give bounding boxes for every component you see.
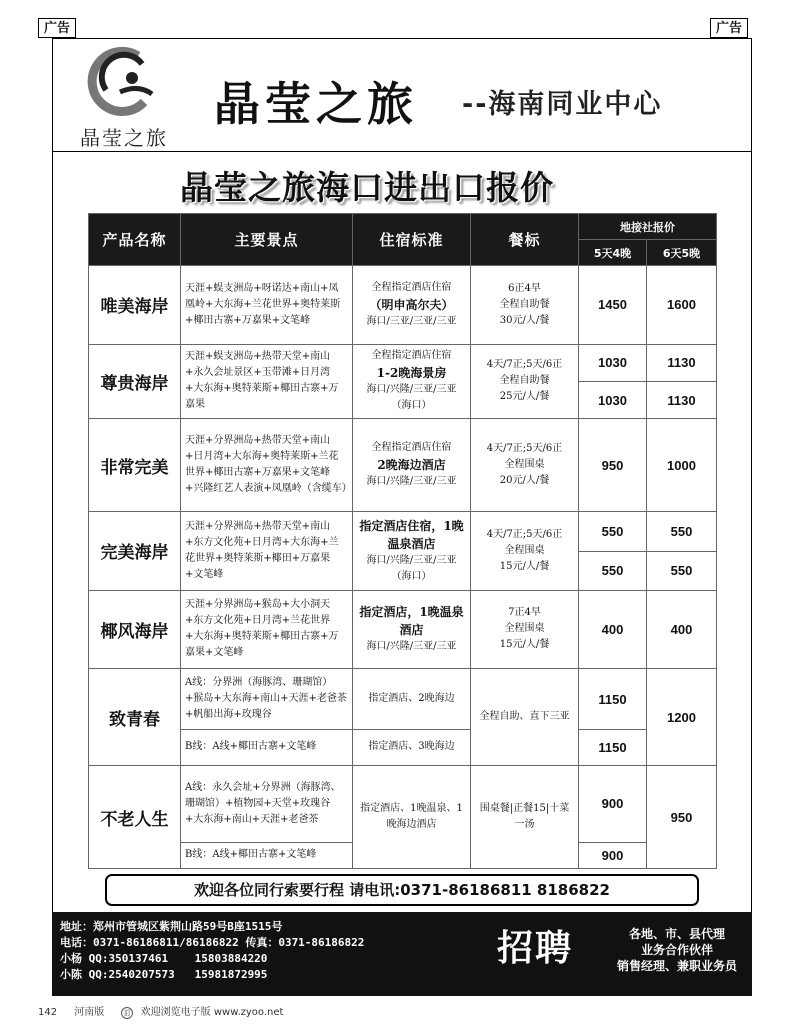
price-5d4n: 1030 — [579, 381, 647, 418]
lodging-line: 全程指定酒店住宿 — [371, 350, 452, 362]
lodging-standard: 指定酒店、3晚海边 — [353, 729, 471, 765]
price-6d5n: 1000 — [647, 419, 717, 512]
price-table — [88, 213, 717, 869]
lodging-line: 海口/兴隆/三亚/三亚（海口） — [366, 554, 457, 582]
lodging-line: 指定酒店住宿，1晚温泉酒店 — [359, 518, 464, 551]
brand-header — [52, 38, 752, 152]
lodging-line: 海口/兴隆/三亚/三亚 — [366, 641, 457, 653]
table-row — [89, 266, 717, 345]
meal-line: 20元/人/餐 — [499, 475, 550, 487]
recruit-line: 各地、市、县代理 — [628, 927, 725, 941]
header-spots: 主要景点 — [181, 214, 353, 266]
header-meal: 餐标 — [471, 214, 579, 266]
ad-label-left: 广告 — [38, 18, 76, 38]
header-5d4n: 5天4晚 — [579, 240, 647, 266]
header-lodging: 住宿标准 — [353, 214, 471, 266]
meal-line: 30元/人/餐 — [499, 314, 550, 326]
lodging-standard: 指定酒店、1晚温泉、1晚海边酒店 — [353, 766, 471, 869]
contact-banner: 欢迎各位同行索要行程 请电讯:0371-86186811 8186822 — [105, 874, 699, 906]
meal-standard — [471, 419, 579, 512]
lodging-standard: 指定酒店、2晚海边 — [353, 669, 471, 730]
lodging-line: 指定酒店，1晚温泉酒店 — [359, 605, 464, 638]
qq-contact: 小杨 QQ:350137461 15803884220 — [60, 952, 268, 965]
product-name: 椰风海岸 — [89, 590, 181, 669]
product-name: 尊贵海岸 — [89, 344, 181, 419]
price-5d4n: 1150 — [579, 669, 647, 730]
price-6d5n: 950 — [647, 766, 717, 869]
recruit-line: 业务合作伙伴 — [640, 943, 713, 957]
recruit-positions — [602, 926, 752, 974]
price-6d5n: 550 — [647, 552, 717, 590]
table-row — [89, 590, 717, 669]
page-footer — [38, 1003, 297, 1019]
brand-subtitle: --海南同业中心 — [462, 89, 663, 120]
scenic-spots: 天涯+分界洲岛+猴岛+大小洞天+东方文化苑+日月湾+兰花世界+大东海+奥特莱斯+椰田古寨+万嘉果+文笔峰 — [181, 590, 353, 669]
meal-line: 全程自助餐 — [499, 375, 550, 387]
scenic-spots: 天涯+蜈支洲岛+呀诺达+南山+凤凰岭+大东海+兰花世界+奥特莱斯+椰田古寨+万嘉果+文笔峰 — [181, 266, 353, 345]
ad-label-right: 广告 — [710, 18, 748, 38]
contact-block — [60, 919, 364, 983]
header-price: 地接社报价 — [579, 214, 717, 240]
price-6d5n: 1600 — [647, 266, 717, 345]
edition-label: 河南版 — [74, 1007, 105, 1018]
meal-line: 全程围桌 — [504, 459, 545, 471]
product-name: 非常完美 — [89, 419, 181, 512]
lodging-line: 海口/兴隆/三亚/三亚 — [366, 476, 457, 488]
recruit-title: 招聘 — [497, 928, 574, 969]
table-row — [89, 512, 717, 552]
price-5d4n: 550 — [579, 552, 647, 590]
brand-name: 晶莹之旅 — [214, 77, 418, 131]
meal-line: 4天/7正;5天/6正 — [486, 528, 563, 540]
price-5d4n: 900 — [579, 766, 647, 843]
scenic-spots-b: B线：A线+椰田古寨+文笔峰 — [181, 729, 353, 765]
meal-line: 25元/人/餐 — [499, 391, 550, 403]
footer-bar — [52, 912, 752, 996]
table-row — [89, 669, 717, 730]
meal-line: 15元/人/餐 — [499, 639, 550, 651]
table-row — [89, 419, 717, 512]
footer-note: 欢迎浏览电子版 www.zyoo.net — [140, 1007, 284, 1018]
lodging-line: 全程指定酒店住宿 — [371, 281, 452, 293]
price-6d5n: 550 — [647, 512, 717, 552]
price-6d5n: 1200 — [647, 669, 717, 766]
scenic-spots: 天涯+分界洲岛+热带天堂+南山+日月湾+大东海+奥特莱斯+兰花世界+椰田古寨+万嘉果+文笔峰+兴隆红艺人表演+凤凰岭（含缆车） — [181, 419, 353, 512]
lodging-standard — [353, 419, 471, 512]
meal-line: 6正4早 — [508, 282, 541, 294]
lodging-standard — [353, 590, 471, 669]
header-product: 产品名称 — [89, 214, 181, 266]
product-name: 致青春 — [89, 669, 181, 766]
price-6d5n: 1130 — [647, 344, 717, 381]
lodging-standard — [353, 344, 471, 419]
scenic-spots-a: A线：分界洲（海豚湾、珊瑚馆）+猴岛+大东海+南山+天涯+老爸茶+帆船出海+玫瑰谷 — [181, 669, 353, 730]
brand-logo — [64, 44, 184, 148]
price-5d4n: 1030 — [579, 344, 647, 381]
meal-standard — [471, 266, 579, 345]
price-5d4n: 900 — [579, 842, 647, 868]
table-row — [89, 344, 717, 381]
scenic-spots-a: A线：永久会址+分界洲（海豚湾、珊瑚馆）+植物园+天堂+玫瑰谷+大东海+南山+天涯+老爸茶 — [181, 766, 353, 843]
meal-line: 4天/7正;5天/6正 — [486, 359, 563, 371]
scenic-spots-b: B线：A线+椰田古寨+文笔峰 — [181, 842, 353, 868]
address-text: 地址：郑州市管城区紫荆山路59号B座1515号 — [60, 920, 283, 933]
lodging-line: 海口/三亚/三亚/三亚 — [366, 315, 457, 327]
edition-badge-icon: 訂 — [121, 1007, 133, 1019]
price-6d5n: 400 — [647, 590, 717, 669]
meal-standard — [471, 512, 579, 591]
product-name: 不老人生 — [89, 766, 181, 869]
price-5d4n: 550 — [579, 512, 647, 552]
meal-line: 全程自助餐 — [499, 298, 550, 310]
lodging-standard — [353, 512, 471, 591]
price-5d4n: 950 — [579, 419, 647, 512]
table-row — [89, 766, 717, 843]
scenic-spots: 天涯+分界洲岛+热带天堂+南山+东方文化苑+日月湾+大东海+兰花世界+奥特莱斯+椰田+万嘉果+文笔峰 — [181, 512, 353, 591]
lodging-line: （明申高尔夫） — [369, 297, 454, 312]
swirl-logo-icon — [82, 44, 166, 122]
lodging-line: 全程指定酒店住宿 — [371, 442, 452, 454]
meal-standard: 围桌餐|正餐15|十菜一汤 — [471, 766, 579, 869]
meal-line: 全程围桌 — [504, 544, 545, 556]
recruit-line: 销售经理、兼职业务员 — [616, 959, 737, 973]
meal-line: 7正4早 — [508, 607, 541, 619]
scenic-spots: 天涯+蜈支洲岛+热带天堂+南山+永久会址景区+玉带滩+日月湾+大东海+奥特莱斯+椰田古寨+万嘉果 — [181, 344, 353, 419]
price-5d4n: 1450 — [579, 266, 647, 345]
meal-line: 15元/人/餐 — [499, 560, 550, 572]
price-5d4n: 1150 — [579, 729, 647, 765]
logo-caption: 晶莹之旅 — [80, 126, 168, 150]
meal-standard — [471, 590, 579, 669]
meal-line: 4天/7正;5天/6正 — [486, 443, 563, 455]
price-6d5n: 1130 — [647, 381, 717, 418]
lodging-standard — [353, 266, 471, 345]
price-5d4n: 400 — [579, 590, 647, 669]
meal-line: 全程围桌 — [504, 623, 545, 635]
page-number: 142 — [38, 1007, 58, 1018]
table-row — [89, 729, 717, 765]
meal-standard — [471, 344, 579, 419]
qq-contact: 小陈 QQ:2540207573 15981872995 — [60, 968, 268, 981]
product-name: 完美海岸 — [89, 512, 181, 591]
meal-standard: 全程自助、直下三亚 — [471, 669, 579, 766]
page-title: 晶莹之旅海口进出口报价 — [180, 168, 554, 207]
lodging-line: 1-2晚海景房 — [376, 366, 447, 381]
lodging-line: 2晚海边酒店 — [377, 458, 446, 473]
phone-text: 电话：0371-86186811/86186822 传真：0371-86186822 — [60, 936, 365, 949]
header-6d5n: 6天5晚 — [647, 240, 717, 266]
product-name: 唯美海岸 — [89, 266, 181, 345]
lodging-line: 海口/兴隆/三亚/三亚（海口） — [366, 384, 457, 412]
